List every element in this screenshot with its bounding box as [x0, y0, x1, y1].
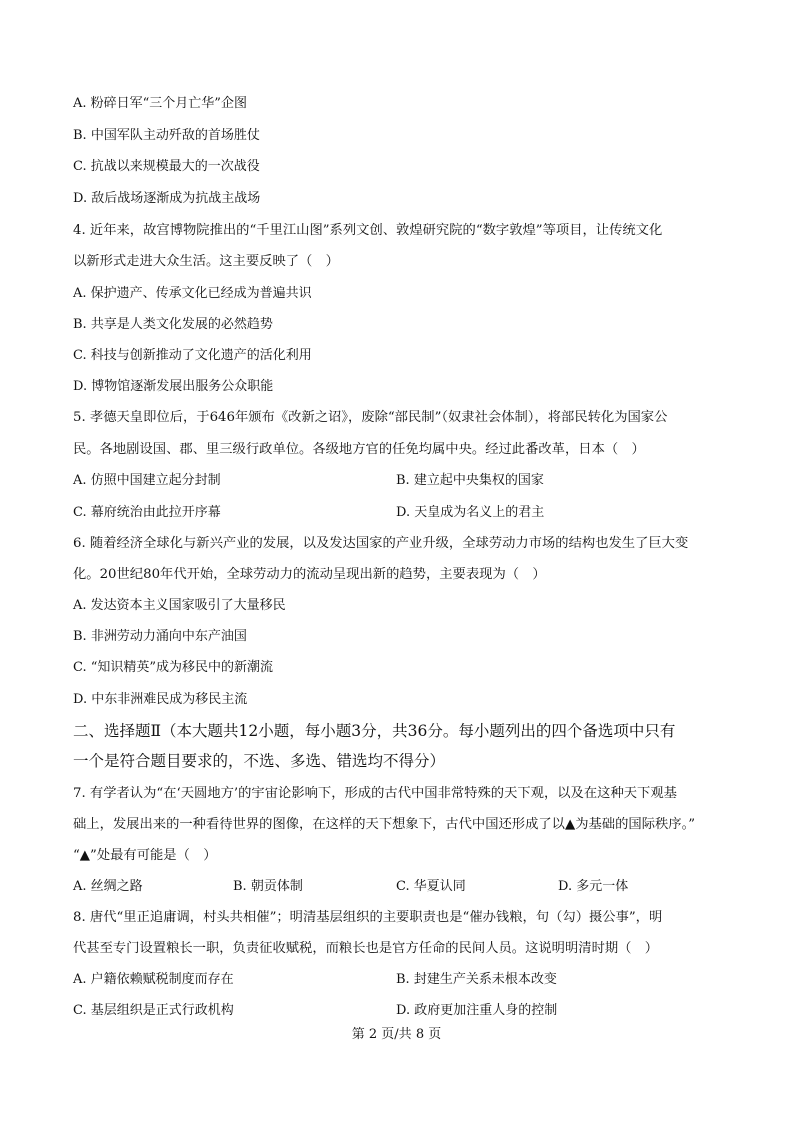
- q8-stem-line-1: 8. 唐代“里正追庸调，村头共相催”；明清基层组织的主要职责也是“催办钱粮，句（勾）摄公事”，明: [73, 910, 663, 925]
- q7-option-b: B. 朝贡体制: [233, 879, 303, 894]
- q8-option-b: B. 封建生产关系未根本改变: [396, 972, 557, 987]
- q7-stem-line-3: “▲”处最有可能是（ ）: [73, 848, 217, 863]
- section-2-heading-line-1: 二、选择题Ⅱ（本大题共12小题，每小题3分，共36分。每小题列出的四个备选项中只有: [73, 722, 676, 740]
- q7-option-a: A. 丝绸之路: [73, 879, 143, 894]
- q4-option-b: B. 共享是人类文化发展的必然趋势: [73, 317, 273, 332]
- q8-stem-line-2: 代甚至专门设置粮长一职，负责征收赋税，而粮长也是官方任命的民间人员。这说明明清时期（ ）: [73, 941, 659, 956]
- q5-option-b: B. 建立起中央集权的国家: [396, 473, 544, 488]
- q7-stem-line-1: 7. 有学者认为“在‘天圆地方’的宇宙论影响下，形成的古代中国非常特殊的天下观，以及在这种天下观基: [73, 786, 677, 801]
- page-number: 第 2 页/共 8 页: [351, 1027, 442, 1042]
- q5-stem-line-1: 5. 孝德天皇即位后，于646年颁布《改新之诏》，废除“部民制”（奴隶社会体制），将部民转化为国家公: [73, 410, 668, 425]
- q5-option-c: C. 幕府统治由此拉开序幕: [73, 505, 221, 520]
- q4-option-c: C. 科技与创新推动了文化遗产的活化利用: [73, 348, 312, 363]
- q6-option-a: A. 发达资本主义国家吸引了大量移民: [73, 598, 286, 613]
- q4-option-a: A. 保护遗产、传承文化已经成为普遍共识: [73, 286, 312, 301]
- q3-option-b: B. 中国军队主动歼敌的首场胜仗: [73, 128, 260, 143]
- q6-option-c: C. “知识精英”成为移民中的新潮流: [73, 660, 274, 675]
- q4-option-d: D. 博物馆逐渐发展出服务公众职能: [73, 379, 274, 394]
- q4-stem-line-1: 4. 近年来，故宫博物院推出的“千里江山图”系列文创、敦煌研究院的“数字敦煌”等项目，让传统文化: [73, 223, 663, 238]
- q6-stem-line-2: 化。20世纪80年代开始，全球劳动力的流动呈现出新的趋势，主要表现为（ ）: [73, 567, 546, 582]
- q8-option-a: A. 户籍依赖赋税制度而存在: [73, 972, 234, 987]
- q6-option-d: D. 中东非洲难民成为移民主流: [73, 692, 248, 707]
- q7-stem-line-2: 础上，发展出来的一种看待世界的图像，在这样的天下想象下，古代中国还形成了以▲为基础的国际秩序。”: [73, 817, 696, 832]
- q6-option-b: B. 非洲劳动力涌向中东产油国: [73, 629, 247, 644]
- q7-option-d: D. 多元一体: [558, 879, 629, 894]
- q8-option-d: D. 政府更加注重人身的控制: [396, 1003, 558, 1018]
- q5-option-a: A. 仿照中国建立起分封制: [73, 473, 221, 488]
- q3-option-c: C. 抗战以来规模最大的一次战役: [73, 159, 260, 174]
- q8-option-c: C. 基层组织是正式行政机构: [73, 1003, 234, 1018]
- q7-option-c: C. 华夏认同: [396, 879, 466, 894]
- q5-stem-line-2: 民。各地剧设国、郡、里三级行政单位。各级地方官的任免均属中央。经过此番改革，日本（ ）: [73, 442, 645, 457]
- q6-stem-line-1: 6. 随着经济全球化与新兴产业的发展，以及发达国家的产业升级，全球劳动力市场的结构也发生了巨大变: [73, 536, 689, 551]
- q3-option-d: D. 敌后战场逐渐成为抗战主战场: [73, 191, 261, 206]
- q5-option-d: D. 天皇成为名义上的君主: [396, 505, 545, 520]
- section-2-heading-line-2: 一个是符合题目要求的，不选、多选、错选均不得分）: [73, 752, 446, 770]
- q3-option-a: A. 粉碎日军“三个月亡华”企图: [73, 96, 247, 111]
- q4-stem-line-2: 以新形式走进大众生活。这主要反映了（ ）: [73, 254, 339, 269]
